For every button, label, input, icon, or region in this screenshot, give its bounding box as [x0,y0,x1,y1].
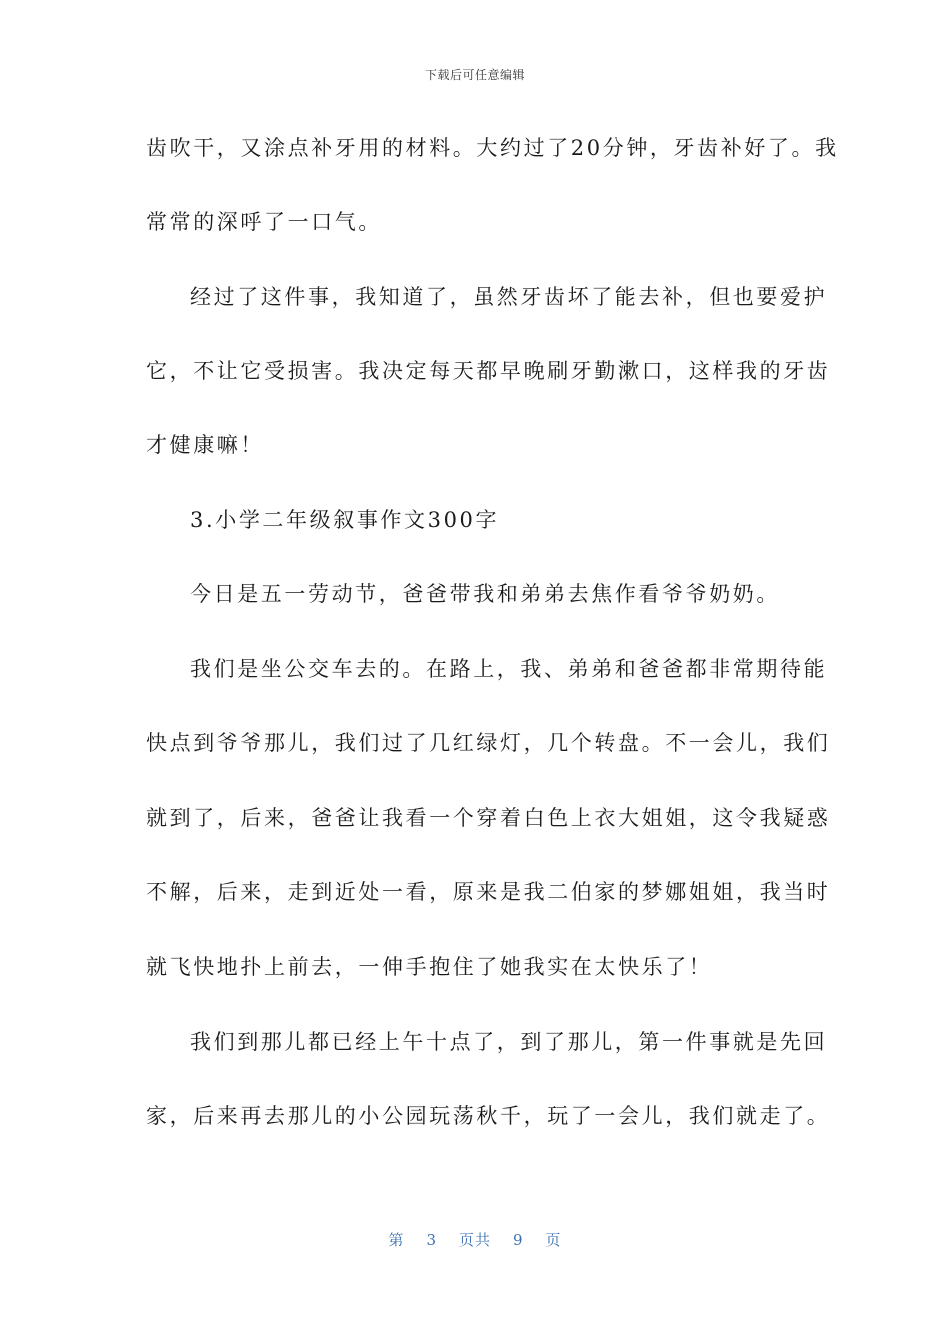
footer-middle: 页共 [458,1231,491,1249]
text-line: 快点到爷爷那儿，我们过了几红绿灯，几个转盘。不一会儿，我们 [146,731,831,755]
text-line: 它，不让它受损害。我决定每天都早晚刷牙勤漱口，这样我的牙齿 [146,359,831,383]
page-footer [0,1229,950,1250]
footer-current-page: 3 [426,1231,437,1249]
paragraph-start-line: 我们到那儿都已经上午十点了，到了那儿，第一件事就是先回 [190,1030,828,1054]
page-header: 下载后可任意编辑 [424,68,525,82]
footer-suffix: 页 [545,1231,562,1249]
text-line: 就到了，后来，爸爸让我看一个穿着白色上衣大姐姐，这令我疑惑 [146,806,831,830]
footer-total-pages: 9 [513,1231,524,1249]
footer-prefix: 第 [388,1231,405,1249]
paragraph-start-line: 经过了这件事，我知道了，虽然牙齿坏了能去补，但也要爱护 [190,285,828,309]
paragraph-start-line: 我们是坐公交车去的。在路上，我、弟弟和爸爸都非常期待能 [190,657,828,681]
text-line: 常常的深呼了一口气。 [146,210,382,234]
text-line: 就飞快地扑上前去，一伸手抱住了她我实在太快乐了！ [146,955,713,979]
paragraph-start-line: 今日是五一劳动节，爸爸带我和弟弟去焦作看爷爷奶奶。 [190,582,780,606]
text-line: 才健康嘛！ [146,433,264,457]
text-line: 不解，后来，走到近处一看，原来是我二伯家的梦娜姐姐，我当时 [146,880,831,904]
text-line: 齿吹干，又涂点补牙用的材料。大约过了20分钟，牙齿补好了。我 [146,136,839,160]
section-heading: 3.小学二年级叙事作文300字 [190,508,500,532]
text-line: 家，后来再去那儿的小公园玩荡秋千，玩了一会儿，我们就走了。 [146,1104,831,1128]
